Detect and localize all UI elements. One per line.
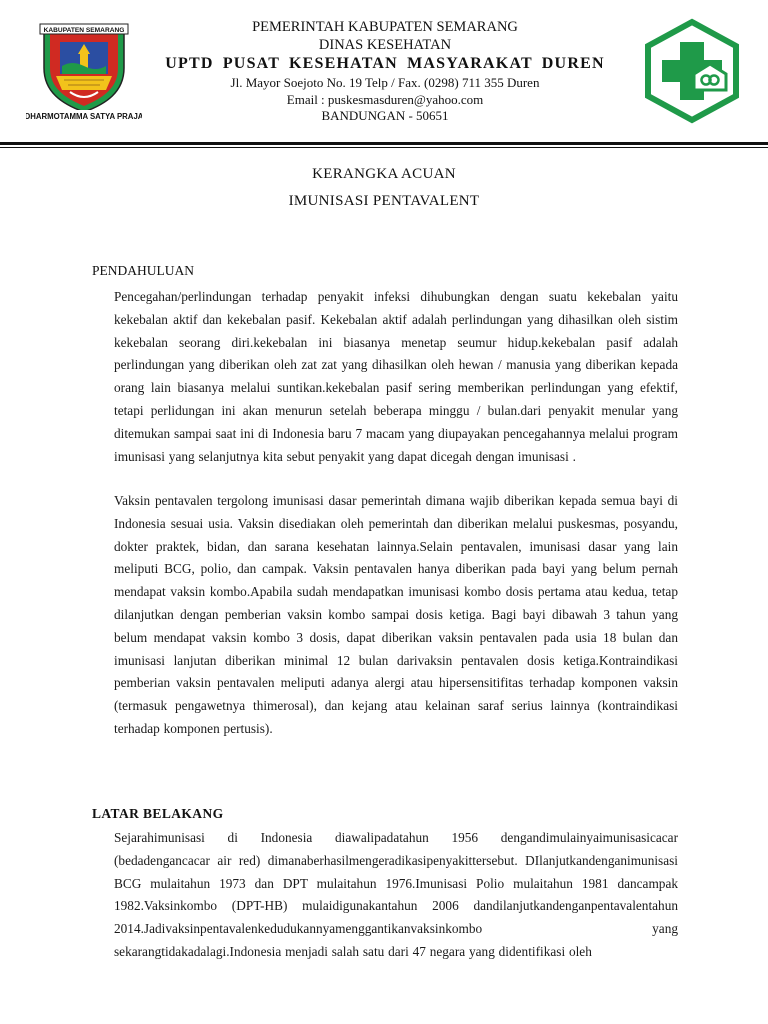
- logo-banner-text: KABUPATEN SEMARANG: [43, 27, 125, 34]
- document-subtitle: IMUNISASI PENTAVALENT: [288, 193, 480, 209]
- paragraph: Pencegahan/perlindungan terhadap penyakit infeksi dihubungkan dengan suatu kekebalan yaitu kekebalan aktif dan kekebalan pasif. Kekebalan aktif adalah perlindungan yang dihasilkan oleh sistim kekebalan seorang diri.kekebalan ini biasanya menetap seumur hidup.kekebalan pasif adalah perlindungan yang diberikan oleh zat zat yang dihasilkan oleh hewan / manusia yang diberikan kepada orang lain biasanya melalui suntikan.kekebalan pasif sering memberikan perlindungan yang efektif, tetapi perlidungan ini akan menurun setelah beberapa minggu / bulan.dari penyakit menular yang ditemukan sampai saat ini di Indonesia baru 7 macam yang diupayakan pencegahannya melalui program imunisasi yang selanjutnya kita sebut penyakit yang dapat dicegah dengan imunisasi .: [114, 289, 678, 464]
- paragraph: Sejarahimunisasi di Indonesia diawalipadatahun 1956 dengandimulainyaimunisasicacar (bedadengancacar air red) dimanaberhasilmengeradikasipenyakittersebut. DIlanjutkandenganimunisasi BCG mulaitahun 1973 dan DPT mulaitahun 1976.Imunisasi Polio mulaitahun 1981 dancampak 1982.Vaksinkombo (DPT-HB) mulaidigunakantahun 2006 dandilanjutkandenganpentavalentahun 2014.Jadivaksinpentavalenkedudukannyamenggantikanvaksinkombo yang sekarangtidakadalagi.Indonesia menjadi salah satu dari 47 negara yang didentifikasi oleh: [114, 830, 678, 959]
- letterhead-institution: UPTD PUSAT KESEHATAN MASYARAKAT DUREN: [165, 55, 605, 72]
- kabupaten-semarang-logo: [26, 20, 142, 124]
- letterhead-department: DINAS KESEHATAN: [318, 37, 452, 53]
- document-title: KERANGKA ACUAN: [312, 166, 456, 182]
- letterhead-city: BANDUNGAN - 50651: [321, 108, 449, 123]
- letterhead-email: Email : puskesmasduren@yahoo.com: [286, 92, 484, 107]
- letterhead-address: Jl. Mayor Soejoto No. 19 Telp / Fax. (0298) 711 355 Duren: [230, 75, 540, 90]
- logo-motto: DHARMOTAMMA SATYA PRAJA: [26, 112, 142, 121]
- section-heading-latar-belakang: LATAR BELAKANG: [92, 806, 224, 821]
- letterhead-divider-thin: [0, 147, 768, 148]
- section-heading-pendahuluan: PENDAHULUAN: [92, 263, 194, 278]
- paragraph: Vaksin pentavalen tergolong imunisasi dasar pemerintah dimana wajib diberikan kepada semua bayi di Indonesia sesuai usia. Vaksin disediakan oleh pemerintah dan diberikan melalui puskesmas, posyandu, dokter praktek, bidan, dan sarana kesehatan lainnya.Selain pentavalen, imunisasi dasar yang lain meliputi BCG, polio, dan campak. Vaksin pentavalen hanya diberikan pada bayi yang belum pernah mendapat vaksin kombo.Apabila sudah mendapatkan imunisasi kombo dosis pertama atau kedua, tetap dilanjutkan dengan pemberian vaksin kombo sampai dosis ketiga. Bagi bayi dibawah 3 tahun yang belum mendapat vaksin kombo 3 dosis, dapat diberikan vaksin pentavalen pada usia 18 bulan dan imunisasi lanjutan diberikan minimal 12 bulan darivaksin pentavalen dosis ketiga.Kontraindikasi pemberian vaksin pentavalen meliputi adanya alergi atau hipersensitifitas terhadap komponen vaksin (termasuk pengawetnya thimerosal), dan kejang atau kelainan saraf serius lainnya (kontraindikasi terhadap komponen pertusis).: [114, 493, 678, 736]
- puskesmas-logo: [640, 18, 744, 124]
- letterhead-divider-thick: [0, 142, 768, 145]
- letterhead-government: PEMERINTAH KABUPATEN SEMARANG: [252, 19, 518, 35]
